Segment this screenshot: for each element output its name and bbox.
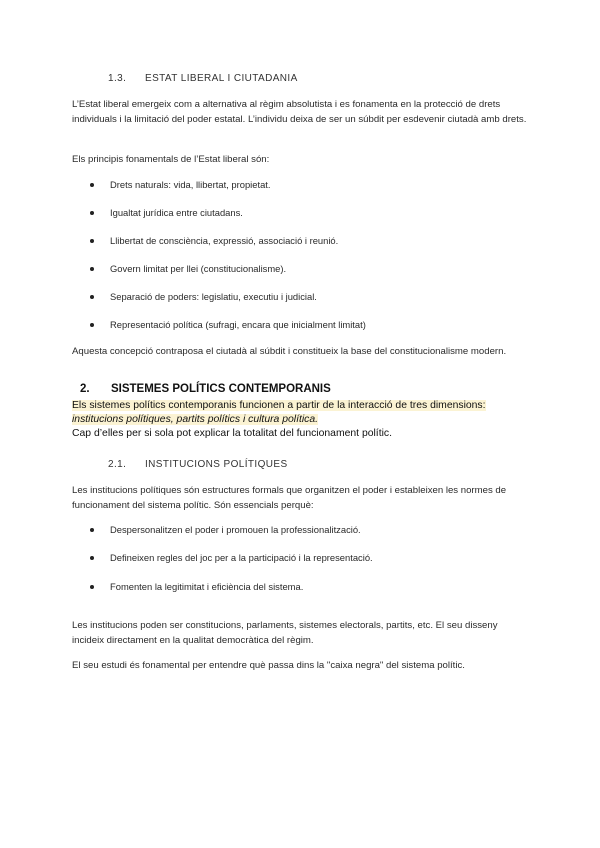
bullet-icon xyxy=(90,183,94,187)
list-item: Separació de poders: legislatiu, executiu i judicial. xyxy=(90,290,530,304)
list-item: Representació política (sufragi, encara que inicialment limitat) xyxy=(90,318,530,332)
section-heading-2 xyxy=(80,383,331,395)
highlight-line-2: institucions polítiques, partits polítics i cultura política. xyxy=(72,414,319,425)
list-item: Drets naturals: vida, llibertat, propietat. xyxy=(90,178,530,192)
section-title: INSTITUCIONS POLÍTIQUES xyxy=(145,459,288,470)
principles-lead: Els principis fonamentals de l’Estat liberal són: xyxy=(72,154,270,165)
bullet-icon xyxy=(90,556,94,560)
list-item: Llibertat de consciència, expressió, associació i reunió. xyxy=(90,234,530,248)
section-number: 2. xyxy=(80,383,90,395)
section-heading-1-3 xyxy=(108,73,298,84)
section-title: SISTEMES POLÍTICS CONTEMPORANIS xyxy=(111,383,331,395)
bullet-icon xyxy=(90,295,94,299)
intro-paragraph: L’Estat liberal emergeix com a alternativa al règim absolutista i es fonamenta en la protecció de drets individuals i la limitació del poder estatal. L’individu deixa de ser un súbdit per esdevenir ciutadà amb drets. xyxy=(72,99,527,125)
institutions-paragraph-2: Les institucions poden ser constitucions, parlaments, sistemes electorals, partits, etc. El seu disseny incideix directament en la qualitat democràtica del règim. xyxy=(72,620,498,646)
section-title: ESTAT LIBERAL I CIUTADANIA xyxy=(145,73,298,84)
bullet-icon xyxy=(90,211,94,215)
list-item: Defineixen regles del joc per a la participació i la representació. xyxy=(90,551,530,565)
section-number: 2.1. xyxy=(108,459,127,470)
closing-paragraph: Aquesta concepció contraposa el ciutadà al súbdit i constitueix la base del constitucionalisme modern. xyxy=(72,346,507,357)
bullet-icon xyxy=(90,323,94,327)
highlighted-text xyxy=(72,399,486,441)
section-number: 1.3. xyxy=(108,73,127,84)
bullet-icon xyxy=(90,585,94,589)
bullet-icon xyxy=(90,528,94,532)
list-item: Despersonalitzen el poder i promouen la professionalització. xyxy=(90,523,530,537)
list-item: Igualtat jurídica entre ciutadans. xyxy=(90,206,530,220)
list-item: Fomenten la legitimitat i eficiència del sistema. xyxy=(90,580,530,594)
bullet-icon xyxy=(90,267,94,271)
institutions-intro: Les institucions polítiques són estructures formals que organitzen el poder i estableixen les normes de funcionament del sistema polític. Són essencials perquè: xyxy=(72,485,507,511)
plain-line: Cap d’elles per si sola pot explicar la totalitat del funcionament polític. xyxy=(72,428,392,439)
institutions-paragraph-3: El seu estudi és fonamental per entendre què passa dins la "caixa negra" del sistema polític. xyxy=(72,660,465,671)
bullet-icon xyxy=(90,239,94,243)
list-item: Govern limitat per llei (constitucionalisme). xyxy=(90,262,530,276)
section-heading-2-1 xyxy=(108,459,288,470)
highlight-line-1: Els sistemes polítics contemporanis funcionen a partir de la interacció de tres dimensions: xyxy=(72,400,486,411)
